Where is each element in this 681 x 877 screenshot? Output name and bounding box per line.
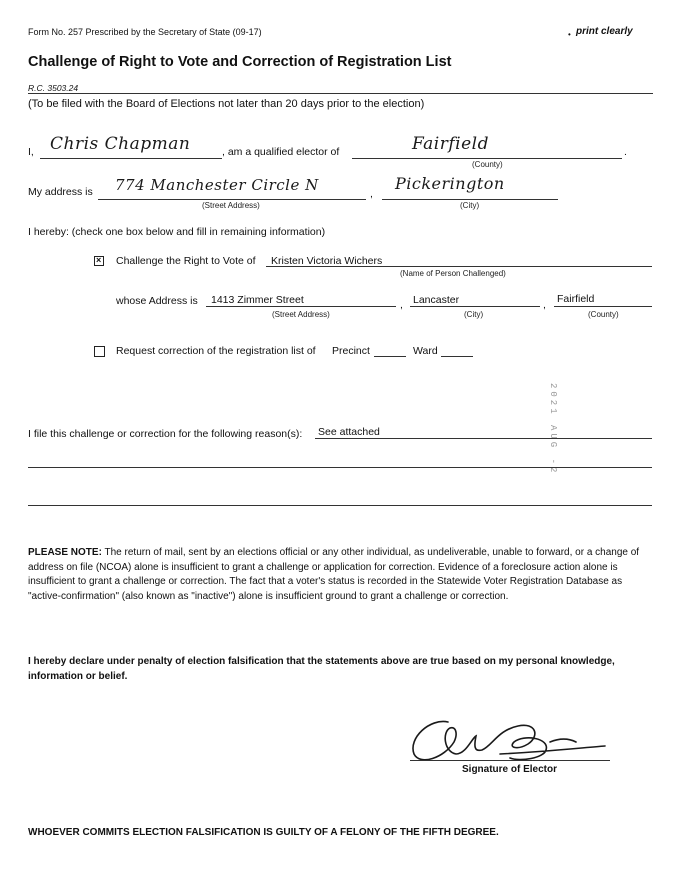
- county-caption-2: (County): [588, 310, 619, 319]
- elector-name-line: [40, 158, 222, 159]
- challenged-city-line: [410, 306, 540, 307]
- ward-label: Ward: [413, 345, 438, 357]
- elector-street-line: [98, 199, 366, 200]
- precinct-label: Precinct: [332, 345, 370, 357]
- declaration-statement: I hereby declare under penalty of election falsification that the statements above are true based on my personal knowledge, information or belief.: [28, 656, 615, 682]
- please-note-paragraph: [28, 546, 650, 604]
- street-comma-2: ,: [400, 299, 403, 311]
- street-address-caption-2: (Street Address): [272, 310, 330, 319]
- i-label: I,: [28, 146, 34, 158]
- print-clearly-note: print clearly: [576, 26, 633, 37]
- reason-line-1: [315, 438, 652, 439]
- trailing-period: .: [624, 146, 627, 158]
- qualified-elector-label: , am a qualified elector of: [222, 146, 340, 158]
- felony-warning: WHOEVER COMMITS ELECTION FALSIFICATION IS GUILTY OF A FELONY OF THE FIFTH DEGREE.: [28, 827, 499, 838]
- address-label: My address is: [28, 186, 93, 198]
- header-rule: [28, 93, 653, 94]
- county-caption: (County): [472, 160, 503, 169]
- elector-county-line: [352, 158, 622, 159]
- person-challenged-caption: (Name of Person Challenged): [400, 269, 506, 278]
- whose-address-label: whose Address is: [116, 295, 198, 307]
- reason-field[interactable]: See attached: [318, 426, 380, 438]
- city-comma-2: ,: [543, 299, 546, 311]
- challenged-street-field[interactable]: 1413 Zimmer Street: [211, 294, 304, 306]
- challenged-person-field[interactable]: Kristen Victoria Wichers: [271, 255, 383, 267]
- bullet-dot: •: [568, 30, 571, 39]
- elector-signature: [400, 708, 630, 768]
- elector-city-line: [382, 199, 558, 200]
- received-date-stamp: 2021 AUG -2: [548, 383, 558, 476]
- elector-county-field[interactable]: Fairfield: [412, 134, 489, 154]
- challenge-label: Challenge the Right to Vote of: [116, 255, 256, 267]
- challenged-street-line: [206, 306, 396, 307]
- form-number: Form No. 257 Prescribed by the Secretary of State (09-17): [28, 27, 262, 37]
- city-caption-2: (City): [464, 310, 484, 319]
- correction-checkbox[interactable]: [94, 346, 105, 357]
- form-title: Challenge of Right to Vote and Correction of Registration List: [28, 54, 452, 70]
- challenged-city-field[interactable]: Lancaster: [413, 294, 460, 306]
- statute-reference: R.C. 3503.24: [28, 83, 79, 93]
- reason-label: I file this challenge or correction for the following reason(s):: [28, 428, 303, 440]
- street-address-caption: (Street Address): [202, 201, 260, 210]
- challenge-checkbox[interactable]: [94, 256, 104, 266]
- ward-field[interactable]: [441, 356, 473, 357]
- hereby-instruction: I hereby: (check one box below and fill in remaining information): [28, 226, 326, 238]
- please-note-text: The return of mail, sent by an elections official or any other individual, as undeliverable, unable to forward, or a change of address on file (NCOA) alone is insufficient to grant a challenge or application for correction. Evidence of a foreclosure action alone is insufficient to grant a challenge or correction. The fact that a voter's status is recorded in the Statewide Voter Registration Database as "active-confirmation" (also known as "inactive") alone is insufficient ground to grant a challenge or correction.: [28, 547, 640, 602]
- city-caption: (City): [460, 201, 480, 210]
- street-comma: ,: [370, 188, 373, 200]
- elector-city-field[interactable]: Pickerington: [395, 174, 505, 193]
- please-note-heading: PLEASE NOTE:: [28, 547, 102, 558]
- signature-caption: Signature of Elector: [462, 764, 558, 775]
- reason-line-2[interactable]: [28, 467, 652, 468]
- filing-instruction: (To be filed with the Board of Elections not later than 20 days prior to the election): [28, 98, 425, 110]
- signature-line[interactable]: [410, 760, 610, 761]
- checkbox-check-mark: ×: [96, 255, 102, 265]
- challenged-county-line: [554, 306, 652, 307]
- challenged-county-field[interactable]: Fairfield: [557, 293, 595, 305]
- reason-line-3[interactable]: [28, 505, 652, 506]
- elector-street-field[interactable]: 774 Manchester Circle N: [115, 176, 319, 194]
- correction-label: Request correction of the registration list of: [116, 345, 316, 357]
- precinct-field[interactable]: [374, 356, 406, 357]
- elector-name-field[interactable]: Chris Chapman: [50, 134, 191, 154]
- challenged-person-line: [266, 266, 652, 267]
